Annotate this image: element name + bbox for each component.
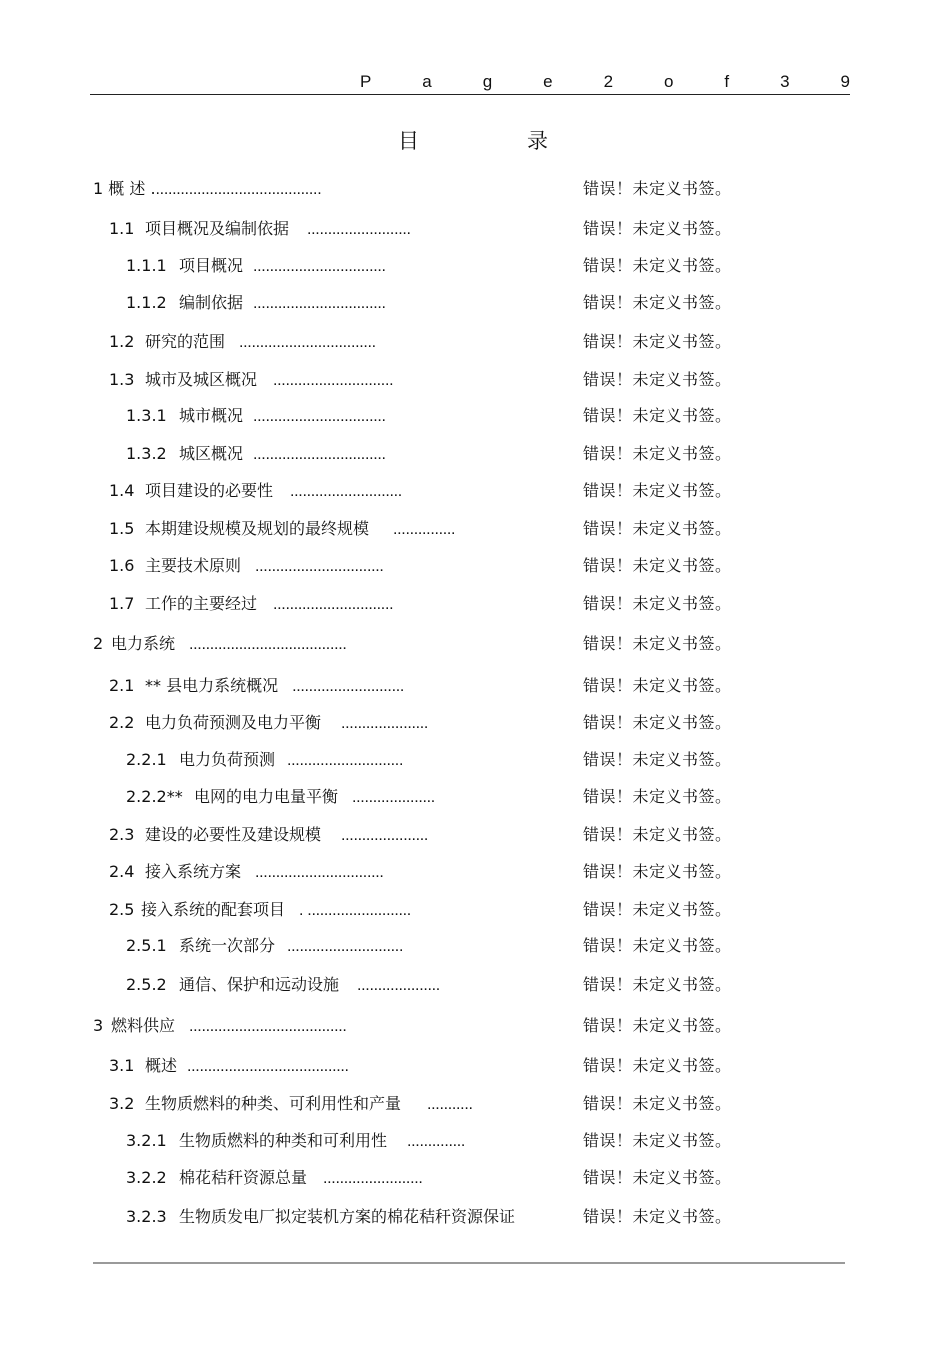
- toc-entry[interactable]: [109, 591, 890, 617]
- toc-entry[interactable]: [126, 290, 890, 316]
- toc-entry-title: 项目概况及编制依据: [145, 219, 290, 238]
- toc-entry-title: 生物质发电厂拟定装机方案的棉花秸秆资源保证: [179, 1207, 516, 1226]
- toc-entry[interactable]: [109, 710, 890, 736]
- header-char: o: [663, 72, 674, 91]
- toc-entry-number: 3.2: [109, 1094, 135, 1113]
- toc-entry-pageref: 错误！未定义书签。: [583, 1094, 732, 1113]
- toc-entry[interactable]: [109, 329, 890, 355]
- toc-entry-title: 电力负荷预测: [179, 750, 276, 769]
- toc-entry-leader: ............................: [287, 752, 404, 769]
- toc-title-char: 目: [398, 129, 419, 153]
- toc-entry-number: 3.2.2: [126, 1168, 167, 1187]
- toc-entry-title: 棉花秸秆资源总量: [179, 1168, 308, 1187]
- toc-entry-pageref: 错误！未定义书签。: [583, 713, 732, 732]
- toc-entry-title: 电力负荷预测及电力平衡: [145, 713, 322, 732]
- toc-entry-number: 2.5.1: [126, 936, 167, 955]
- toc-entry-title: 燃料供应: [111, 1016, 176, 1035]
- toc-entry[interactable]: [126, 1128, 890, 1154]
- toc-entry-pageref: 错误！未定义书签。: [583, 1016, 732, 1035]
- toc-entry-number: 2.2.1: [126, 750, 167, 769]
- toc-entry-pageref: 错误！未定义书签。: [583, 750, 732, 769]
- toc-entry[interactable]: [109, 516, 890, 542]
- toc-entry[interactable]: [109, 216, 890, 242]
- toc-entry-leader: .............................: [273, 372, 394, 389]
- header-char: g: [482, 72, 493, 91]
- toc-entry-number: 3.2.1: [126, 1131, 167, 1150]
- toc-entry-pageref: 错误！未定义书签。: [583, 1056, 732, 1075]
- toc-entry-leader: ....................: [357, 977, 440, 994]
- toc-entry-leader: ............................: [287, 938, 404, 955]
- toc-entry-title: 城市概况: [179, 406, 244, 425]
- toc-entry-title: 编制依据: [179, 293, 244, 312]
- toc-entry-number: 2.5.2: [126, 975, 167, 994]
- toc-entry[interactable]: [109, 553, 890, 579]
- toc-entry-leader: ...............................: [255, 864, 384, 881]
- toc-entry-title: 主要技术原则: [145, 556, 242, 575]
- toc-entry-leader: ................................: [253, 258, 386, 275]
- toc-entry-pageref: 错误！未定义书签。: [583, 481, 732, 500]
- toc-entry-pageref: 错误！未定义书签。: [583, 219, 732, 238]
- toc-entry-number: 1.1: [109, 219, 135, 238]
- toc-entry[interactable]: [109, 478, 890, 504]
- toc-entry-number: 2.5: [109, 900, 135, 919]
- toc-entry-pageref: 错误！未定义书签。: [583, 975, 732, 994]
- toc-entry-title: ** 县电力系统概况: [145, 676, 279, 695]
- toc-entry[interactable]: [126, 441, 890, 467]
- toc-entry[interactable]: [109, 822, 890, 848]
- toc-entry-number: 1.6: [109, 556, 135, 575]
- header-char: 9: [840, 72, 850, 91]
- toc-entry-pageref: 错误！未定义书签。: [583, 370, 732, 389]
- toc-entry-pageref: 错误！未定义书签。: [583, 825, 732, 844]
- toc-entry[interactable]: [126, 972, 890, 998]
- toc-entry[interactable]: [126, 933, 890, 959]
- toc-entry[interactable]: [126, 747, 890, 773]
- toc-entry-number: 2.3: [109, 825, 135, 844]
- toc-entry-leader: .......................................: [187, 1058, 349, 1075]
- toc-entry-number: 3: [93, 1016, 104, 1035]
- toc-entry-title: 电网的电力电量平衡: [194, 787, 339, 806]
- toc-entry-number: 1.5: [109, 519, 135, 538]
- toc-entry-leader: ........................................: [155, 181, 322, 198]
- toc-entry-pageref: 错误！未定义书签。: [583, 519, 732, 538]
- toc-entry-leader: ...........................: [292, 678, 405, 695]
- toc-entry-leader: ................................: [253, 408, 386, 425]
- toc-entry[interactable]: [126, 784, 890, 810]
- toc-entry[interactable]: [93, 176, 890, 202]
- toc-entry-number: 1.2: [109, 332, 135, 351]
- header-char: e: [543, 72, 553, 91]
- toc-entry-leader: ................................: [253, 295, 386, 312]
- toc-entry-number: 2.1: [109, 676, 135, 695]
- toc-entry-number: 1.4: [109, 481, 135, 500]
- toc-entry-pageref: 错误！未定义书签。: [583, 787, 732, 806]
- toc-entry-number: 3.1: [109, 1056, 135, 1075]
- toc-entry-leader: ...............: [393, 521, 456, 538]
- toc-entry-pageref: 错误！未定义书签。: [583, 900, 732, 919]
- toc-entry-pageref: 错误！未定义书签。: [583, 556, 732, 575]
- toc-entry-number: 1 概 述 .: [93, 179, 156, 198]
- toc-entry-number: 1.3.1: [126, 406, 167, 425]
- toc-entry-number: 2.4: [109, 862, 135, 881]
- toc-entry-number: 2.2: [109, 713, 135, 732]
- toc-entry-pageref: 错误！未定义书签。: [583, 406, 732, 425]
- toc-entry-pageref: 错误！未定义书签。: [583, 444, 732, 463]
- toc-entry-title: 通信、保护和远动设施: [179, 975, 340, 994]
- toc-entry-leader: . .........................: [299, 902, 411, 919]
- footer-rule: [93, 1262, 845, 1264]
- toc-entry-leader: ...........: [427, 1096, 473, 1113]
- header-char: a: [422, 72, 432, 91]
- toc-entry-number: 1.1.1: [126, 256, 167, 275]
- toc-entry-pageref: 错误！未定义书签。: [583, 1168, 732, 1187]
- toc-entry-leader: .....................: [341, 715, 429, 732]
- toc-title-char: 录: [527, 129, 548, 153]
- toc-entry-leader: ......................................: [189, 1018, 347, 1035]
- toc-entry-pageref: 错误！未定义书签。: [583, 676, 732, 695]
- toc-entry-title: 本期建设规模及规划的最终规模: [145, 519, 370, 538]
- toc-entry-pageref: 错误！未定义书签。: [583, 179, 732, 198]
- toc-entry-leader: ......................................: [189, 636, 347, 653]
- toc-entry-title: 城市及城区概况: [145, 370, 258, 389]
- toc-entry-pageref: 错误！未定义书签。: [583, 1131, 732, 1150]
- toc-entry-title: 接入系统的配套项目: [141, 900, 286, 919]
- toc-entry-title: 接入系统方案: [145, 862, 242, 881]
- toc-entry-title: 生物质燃料的种类、可利用性和产量: [145, 1094, 402, 1113]
- toc-entry[interactable]: [109, 897, 890, 923]
- toc-entry[interactable]: [109, 367, 890, 393]
- toc-entry[interactable]: [126, 1165, 890, 1191]
- toc-entry-number: 2: [93, 634, 104, 653]
- toc-entry-number: 3.2.3: [126, 1207, 167, 1226]
- toc-entry-leader: .....................: [341, 827, 429, 844]
- toc-entry-pageref: 错误！未定义书签。: [583, 332, 732, 351]
- toc-entry[interactable]: [126, 403, 890, 429]
- toc-entry-leader: ................................: [253, 446, 386, 463]
- toc-entry-title: 建设的必要性及建设规模: [145, 825, 322, 844]
- toc-entry-leader: .................................: [239, 334, 376, 351]
- header-char: f: [724, 72, 730, 91]
- toc-entry-leader: ....................: [352, 789, 435, 806]
- toc-entry-number: 1.1.2: [126, 293, 167, 312]
- toc-entry[interactable]: [109, 1091, 890, 1117]
- toc-entry-leader: ..............: [407, 1133, 466, 1150]
- header-char: P: [360, 72, 372, 91]
- toc-entry[interactable]: [126, 1204, 890, 1230]
- toc-entry-title: 工作的主要经过: [145, 594, 258, 613]
- toc-entry[interactable]: [93, 1013, 890, 1039]
- toc-entry[interactable]: [109, 673, 890, 699]
- toc-entry-leader: .........................: [307, 221, 411, 238]
- header-char: 3: [780, 72, 790, 91]
- toc-entry-title: 生物质燃料的种类和可利用性: [179, 1131, 388, 1150]
- toc-entry-pageref: 错误！未定义书签。: [583, 1207, 732, 1226]
- header-char: 2: [603, 72, 614, 91]
- toc-entry-title: 项目概况: [179, 256, 244, 275]
- toc-entry[interactable]: [93, 631, 890, 657]
- toc-entry[interactable]: [109, 859, 890, 885]
- toc-entry-title: 概述: [145, 1056, 178, 1075]
- toc-entry-title: 电力系统: [111, 634, 176, 653]
- toc-entry-pageref: 错误！未定义书签。: [583, 862, 732, 881]
- toc-entry-pageref: 错误！未定义书签。: [583, 936, 732, 955]
- toc-entry-number: 1.3: [109, 370, 135, 389]
- toc-entry-number: 1.3.2: [126, 444, 167, 463]
- toc-entry[interactable]: [109, 1053, 890, 1079]
- toc-entry-title: 城区概况: [179, 444, 244, 463]
- toc-entry-leader: ...............................: [255, 558, 384, 575]
- toc-entry[interactable]: [126, 253, 890, 279]
- toc-entry-leader: ........................: [323, 1170, 423, 1187]
- toc-entry-leader: ...........................: [290, 483, 402, 500]
- toc-entry-leader: .............................: [273, 596, 394, 613]
- toc-entry-title: 项目建设的必要性: [145, 481, 274, 500]
- toc-entry-number: 2.2.2**: [126, 787, 183, 806]
- toc-entry-number: 1.7: [109, 594, 135, 613]
- toc-entry-pageref: 错误！未定义书签。: [583, 256, 732, 275]
- toc-entry-pageref: 错误！未定义书签。: [583, 293, 732, 312]
- toc-entry-title: 系统一次部分: [179, 936, 276, 955]
- toc-entry-pageref: 错误！未定义书签。: [583, 594, 732, 613]
- toc-entry-pageref: 错误！未定义书签。: [583, 634, 732, 653]
- toc-entry-title: 研究的范围: [145, 332, 226, 351]
